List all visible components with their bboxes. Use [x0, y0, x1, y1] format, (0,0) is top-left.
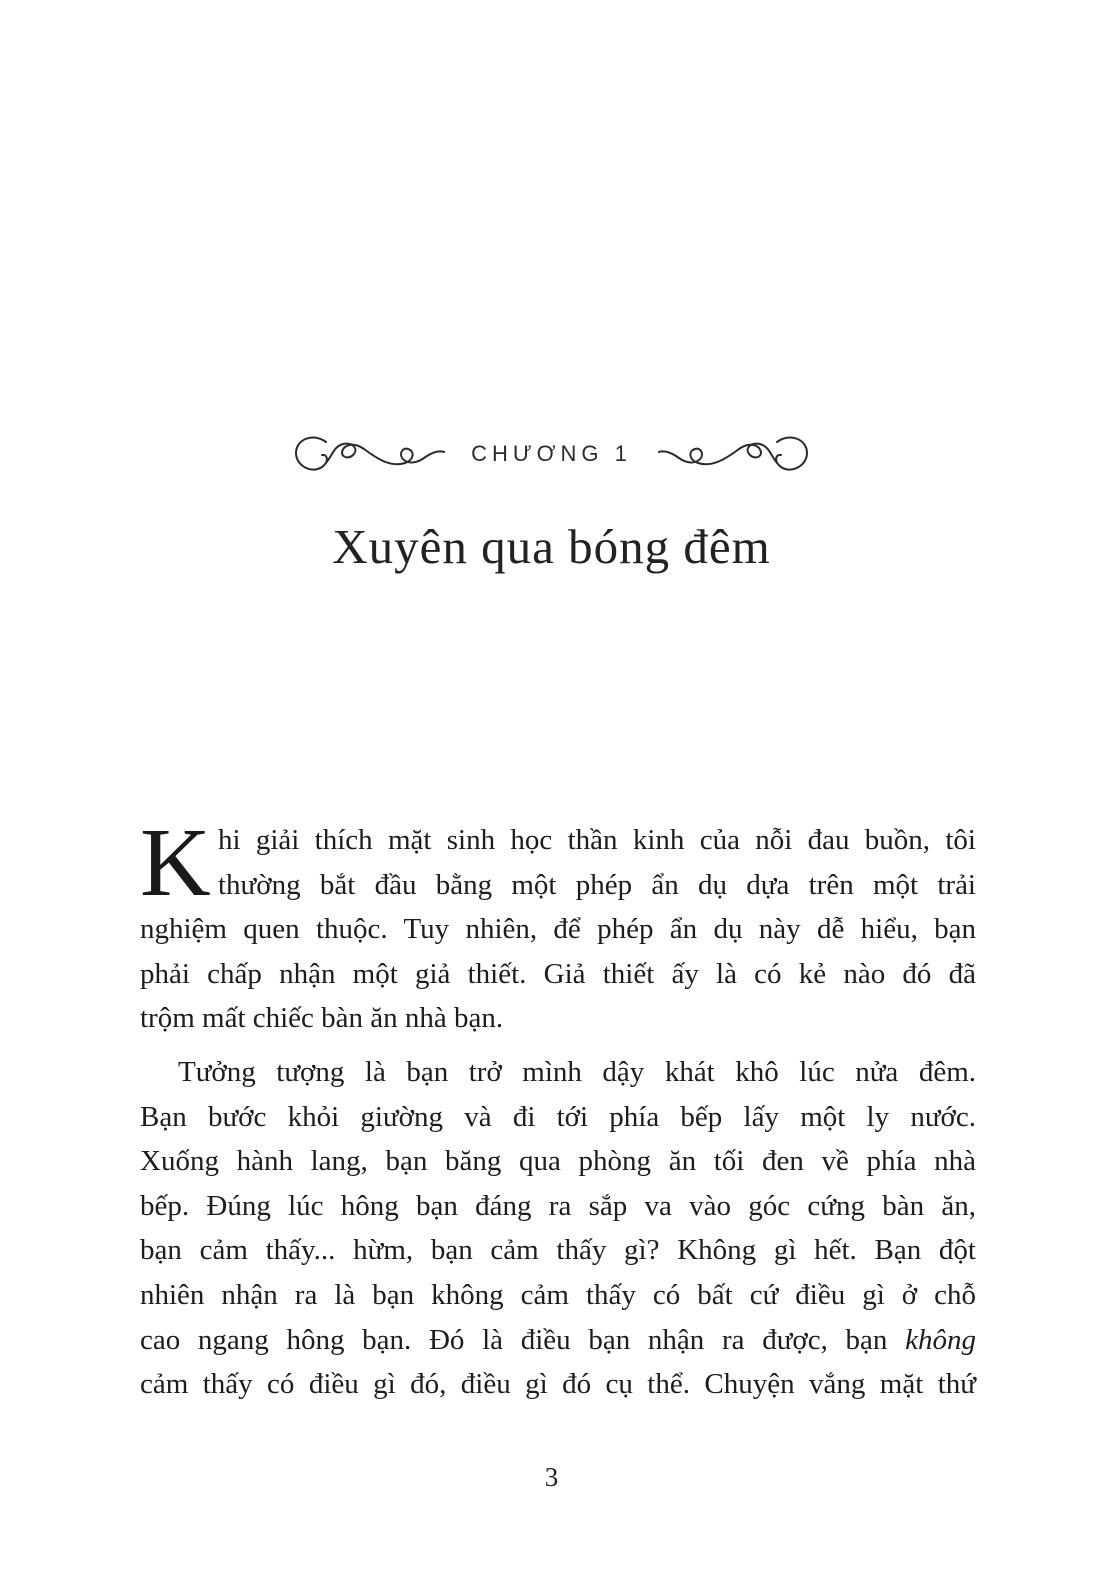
body-line: nghiệm quen thuộc. Tuy nhiên, để phép ẩn dụ này dễ hiểu, bạn	[140, 913, 976, 946]
body-line: bạn cảm thấy... hừm, bạn cảm thấy gì? Không gì hết. Bạn đột	[140, 1234, 976, 1267]
body-line	[140, 1318, 976, 1363]
chapter-title: Xuyên qua bóng đêm	[332, 519, 771, 574]
flourish-right-icon	[654, 432, 816, 480]
body-line: bếp. Đúng lúc hông bạn đáng ra sắp va vào góc cứng bàn ăn,	[140, 1189, 976, 1222]
emphasized-word: không	[905, 1323, 976, 1356]
body-line: nhiên nhận ra là bạn không cảm thấy có bất cứ điều gì ở chỗ	[140, 1278, 976, 1311]
body-line: thường bắt đầu bằng một phép ẩn dụ dựa trên một trải	[218, 868, 976, 901]
page-number: 3	[544, 1462, 559, 1492]
paragraph-1	[140, 809, 976, 1041]
body-text	[140, 809, 976, 1407]
drop-cap: K	[140, 809, 211, 917]
body-line: trộm mất chiếc bàn ăn nhà bạn.	[140, 1002, 504, 1035]
body-line: Bạn bước khỏi giường và đi tới phía bếp lấy một ly nước.	[140, 1100, 976, 1133]
paragraph-2	[140, 1050, 976, 1407]
body-line-text: cao ngang hông bạn. Đó là điều bạn nhận ra được, bạn	[140, 1323, 906, 1356]
chapter-label: CHƯƠNG 1	[471, 441, 632, 466]
body-line: Xuống hành lang, bạn băng qua phòng ăn tối đen về phía nhà	[140, 1145, 976, 1178]
body-line: phải chấp nhận một giả thiết. Giả thiết ấy là có kẻ nào đó đã	[140, 957, 976, 990]
body-line: cảm thấy có điều gì đó, điều gì đó cụ thể. Chuyện vắng mặt thứ	[140, 1368, 976, 1401]
chapter-header	[0, 432, 1103, 480]
body-line: hi giải thích mặt sinh học thần kinh của nỗi đau buồn, tôi	[218, 824, 976, 856]
flourish-left-icon	[287, 432, 449, 480]
body-line: Tưởng tượng là bạn trở mình dậy khát khô lúc nửa đêm.	[178, 1055, 976, 1088]
